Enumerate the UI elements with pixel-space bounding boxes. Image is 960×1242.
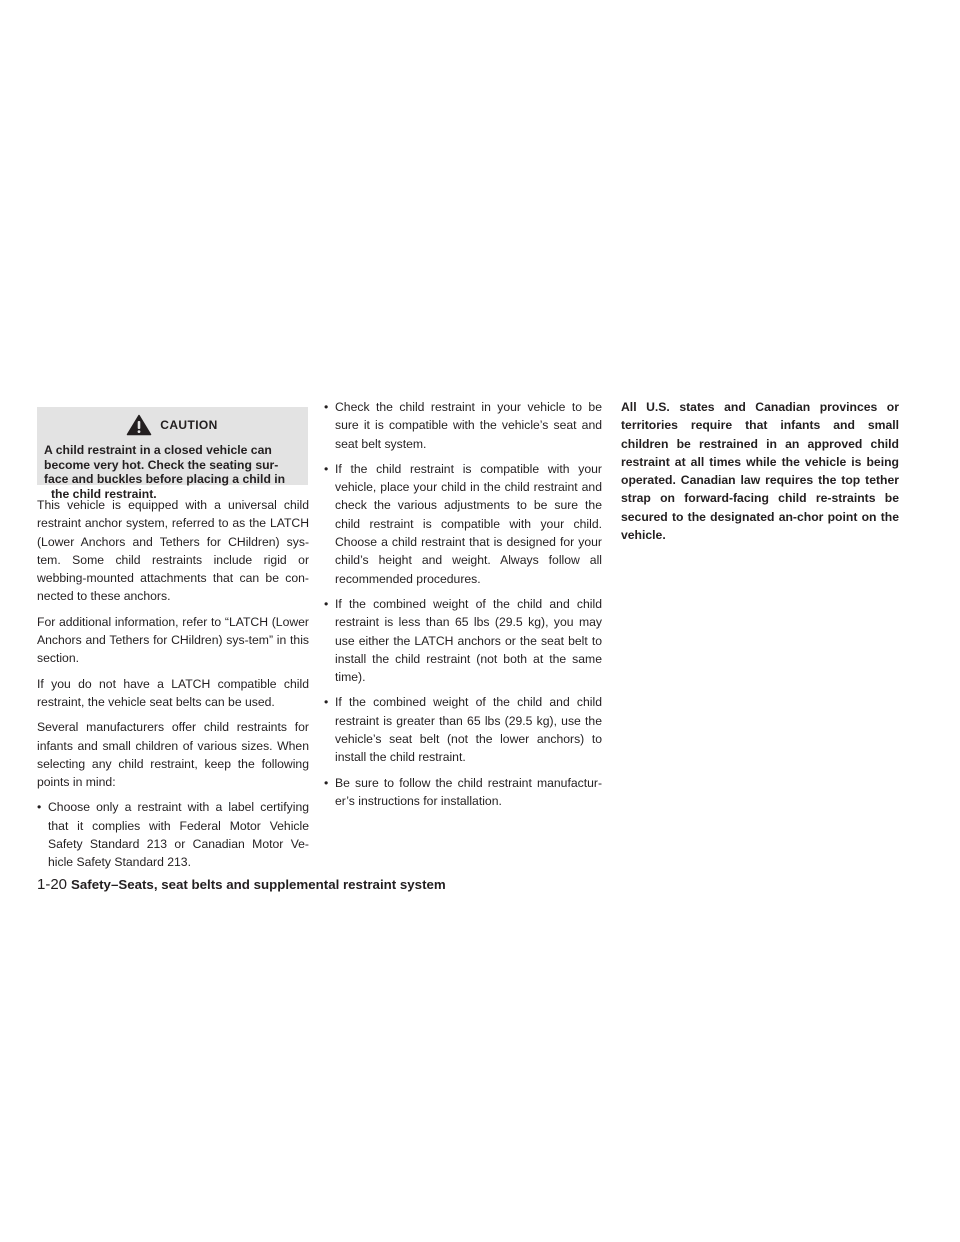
caution-line: face and buckles before placing a child in [44, 472, 286, 486]
list-item [324, 460, 602, 588]
list-item [37, 798, 309, 871]
list-item [324, 595, 602, 686]
list-item-text: If the combined weight of the child and child restraint is less than 65 lbs (29.5 kg), you may use either the LATCH anchors or the seat belt to install the child restraint (not both at the same time). [335, 596, 602, 685]
paragraph: Several manufacturers offer child restraints for infants and small children of various sizes. When selecting any child restraint, keep the following points in mind: [37, 720, 309, 790]
caution-line: become very hot. Check the seating sur- [44, 457, 279, 472]
caution-title: CAUTION [160, 418, 218, 432]
list-item [324, 774, 602, 811]
bullet-glyph: • [324, 596, 329, 611]
list-item-text: If the child restraint is compatible with your vehicle, place your child in the child restraint and check the various adjustments to be sure the child restraint is compatible with your child. Choose a child restraint that is designed for your child’s height and weight. Always follow all recommended procedures. [335, 461, 602, 586]
bullet-glyph: • [324, 775, 329, 790]
column-2 [324, 398, 602, 817]
bullet-glyph: • [324, 400, 329, 414]
bullet-list [324, 398, 602, 810]
list-item-text: If the combined weight of the child and child restraint is greater than 65 lbs (29.5 kg), use the vehicle’s seat belt (not the lower anchors) to install the child restraint. [335, 695, 602, 765]
list-item-text: Choose only a restraint with a label certifying that it complies with Federal Motor Vehicle Safety Standard 213 or Canadian Motor Ve-hicle Safety Standard 213. [48, 800, 309, 870]
section-title: Safety–Seats, seat belts and supplemental restraint system [71, 877, 446, 892]
list-item-text: Check the child restraint in your vehicle to be sure it is compatible with the vehicle’s seat and seat belt system. [335, 400, 602, 451]
caution-text [44, 443, 300, 501]
column-1 [37, 496, 309, 879]
list-item-text: Be sure to follow the child restraint manufactur-er’s instructions for installation. [335, 775, 602, 808]
caution-line: A child restraint in a closed vehicle can [44, 443, 272, 457]
list-item [324, 693, 602, 766]
page-footer [37, 876, 446, 896]
bullet-glyph: • [324, 695, 329, 710]
warning-triangle-icon [126, 414, 152, 436]
bullet-list [37, 798, 309, 871]
column-3 [621, 398, 899, 551]
paragraph: For additional information, refer to “LATCH (Lower Anchors and Tethers for CHildren) sys-tem” in this section. [37, 614, 309, 666]
paragraph: If you do not have a LATCH compatible child restraint, the vehicle seat belts can be used. [37, 676, 309, 709]
caution-box [37, 407, 308, 501]
caution-header [44, 407, 300, 443]
list-item [324, 398, 602, 453]
paragraph: This vehicle is equipped with a universal child restraint anchor system, referred to as the LATCH (Lower Anchors and Tethers for CHildren) sys-tem. Some child restraints include rigid or webbing-mounted attachments that can be con-nected to these anchors. [37, 498, 309, 604]
bullet-glyph: • [324, 461, 329, 476]
warning-paragraph: All U.S. states and Canadian provinces or territories require that infants and small children be restrained in an approved child restraint at all times while the vehicle is being operated. Canadian law requires the top tether strap on forward-facing child re-straints be secured to the designated an-chor point on the vehicle. [621, 400, 899, 543]
caution-line: the child restraint. [51, 486, 157, 501]
page-number: 1-20 [37, 876, 68, 893]
bullet-glyph: • [37, 800, 42, 815]
